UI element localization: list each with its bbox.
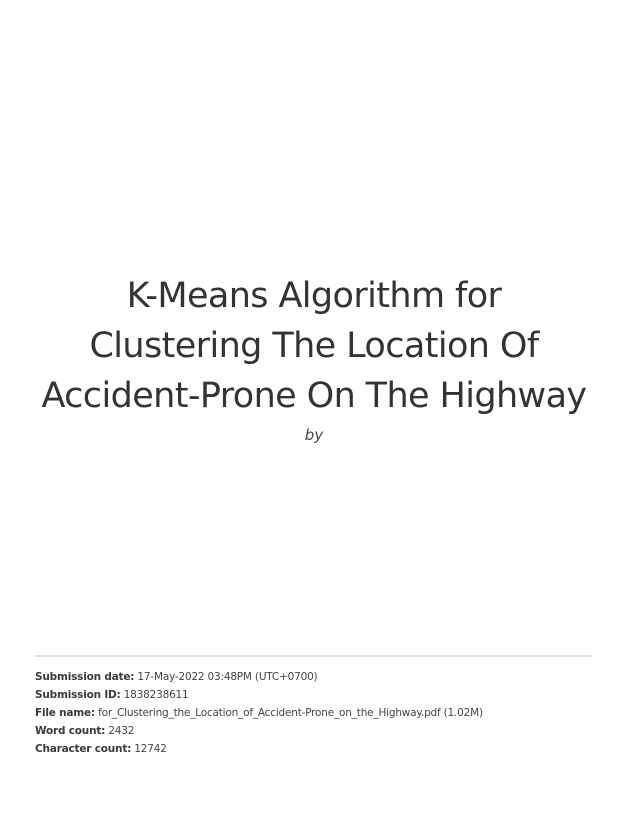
submission-date-value: 17-May-2022 03:48PM (UTC+0700) <box>137 671 318 683</box>
submission-info <box>35 668 595 758</box>
file-name-value: for_Clustering_the_Location_of_Accident-Prone_on_the_Highway.pdf (1.02M) <box>98 707 483 719</box>
submission-date-row <box>35 668 595 686</box>
submission-id-value: 1838238611 <box>123 689 189 701</box>
title-block <box>40 271 588 445</box>
character-count-row <box>35 740 595 758</box>
file-name-row <box>35 704 595 722</box>
submission-date-label: Submission date: <box>35 671 135 683</box>
submission-id-label: Submission ID: <box>35 689 121 701</box>
word-count-label: Word count: <box>35 725 106 737</box>
character-count-label: Character count: <box>35 743 132 755</box>
document-title: K-Means Algorithm for Clustering The Location Of Accident-Prone On The Highway <box>41 276 587 416</box>
word-count-row <box>35 722 595 740</box>
submission-id-row <box>35 686 595 704</box>
section-divider <box>35 655 592 657</box>
document-byline: by <box>304 426 324 444</box>
character-count-value: 12742 <box>134 743 167 755</box>
file-name-label: File name: <box>35 707 95 719</box>
word-count-value: 2432 <box>108 725 135 737</box>
